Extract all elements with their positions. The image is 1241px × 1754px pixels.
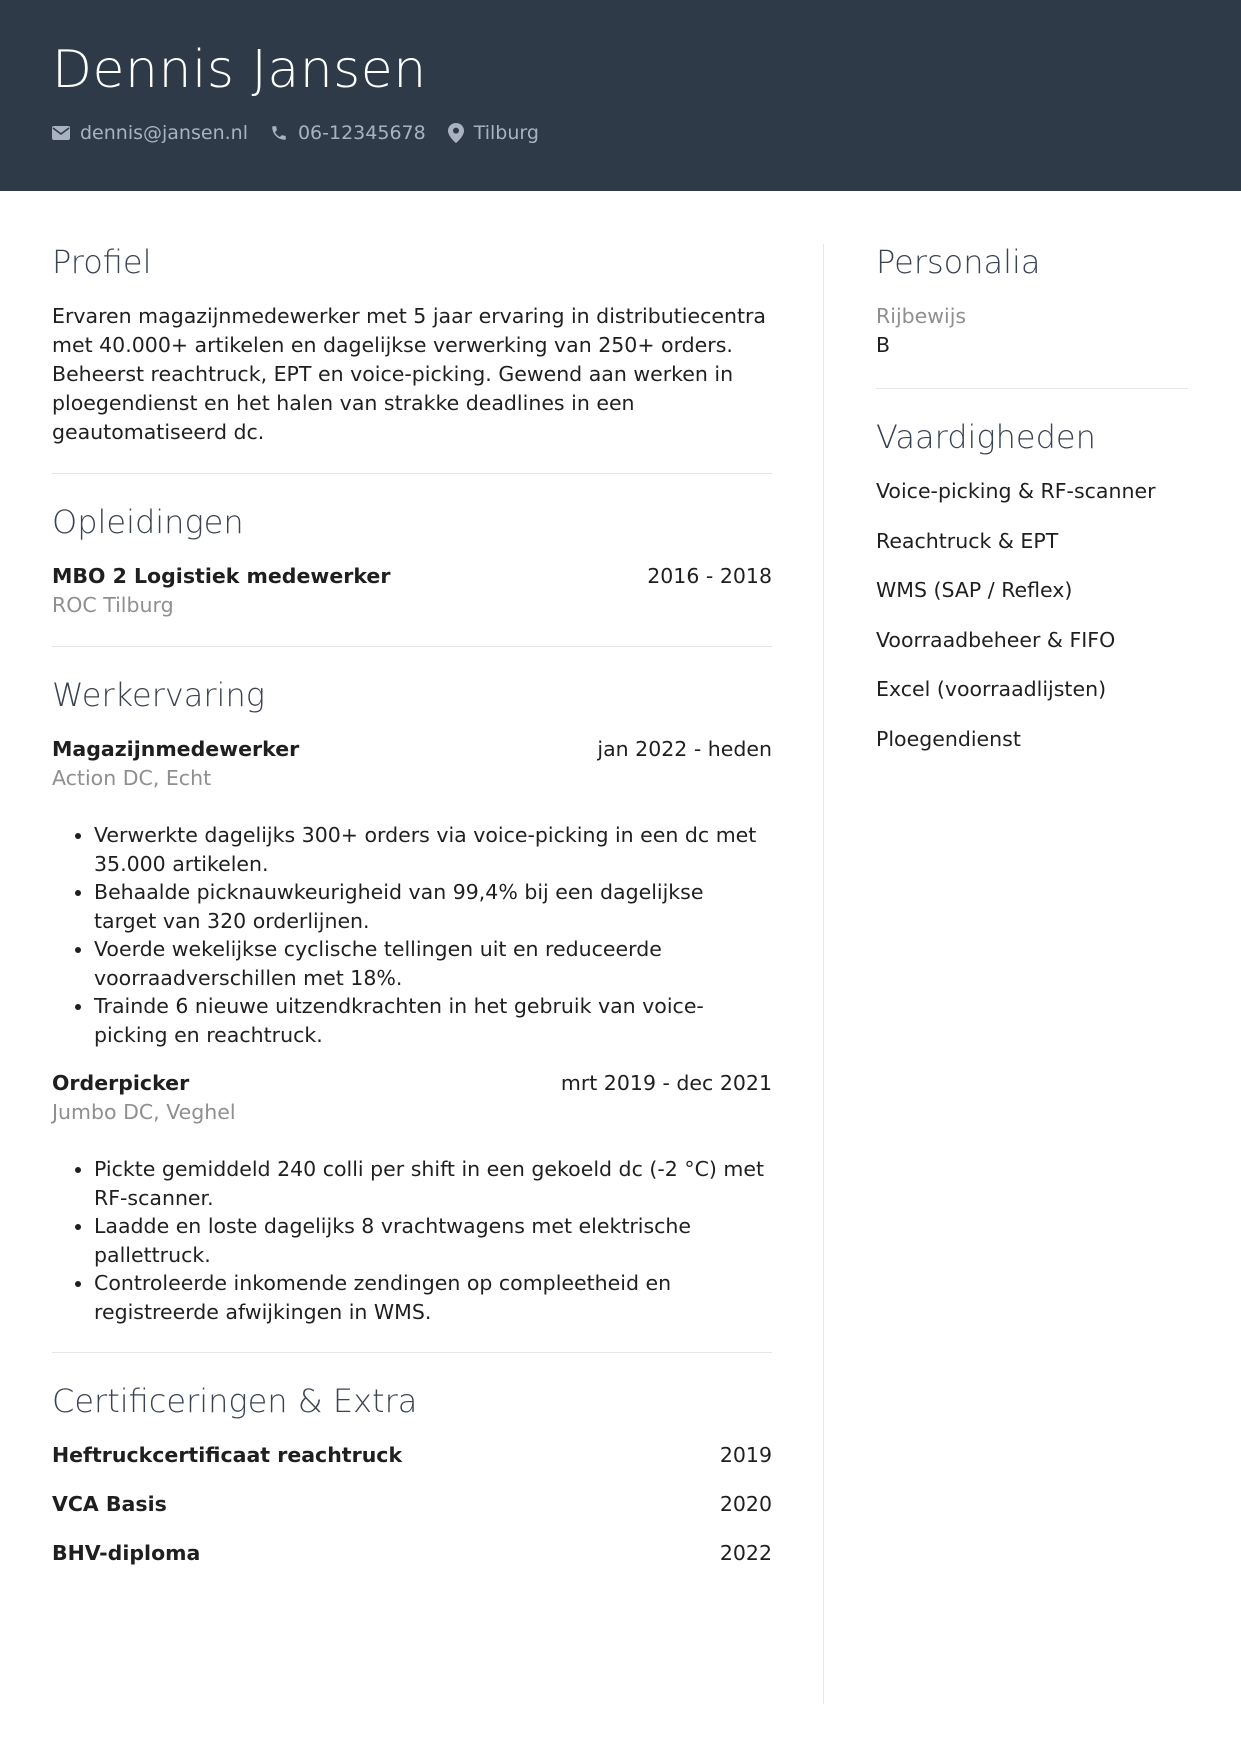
profile-text: Ervaren magazijnmedewerker met 5 jaar ervaring in distributiecentra met 40.000+ artikelen en dagelijkse verwerking van 250+ orders. Beheerst reachtruck, EPT en voice-picking. Gewend aan werken in ploegendienst en het halen van strakke deadlines in een geautomatiseerd dc. xyxy=(52,304,766,444)
section-title-education: Opleidingen xyxy=(52,503,244,541)
section-title-experience: Werkervaring xyxy=(52,676,265,714)
license-value: B xyxy=(876,333,891,357)
candidate-name: Dennis Jansen xyxy=(52,40,427,100)
skill-item: WMS (SAP / Reflex) xyxy=(876,578,1073,602)
job-bullet: • Pickte gemiddeld 240 colli per shift in een gekoeld dc (-2 °C) met RF-scanner. xyxy=(94,1155,772,1212)
certification-year: 2019 xyxy=(719,1443,772,1467)
job-bullet: • Controleerde inkomende zendingen op compleetheid en registreerde afwijkingen in WMS. xyxy=(94,1269,772,1326)
skill-item: Voice-picking & RF-scanner xyxy=(876,479,1156,503)
license-label: Rijbewijs xyxy=(876,304,967,328)
skill-item: Voorraadbeheer & FIFO xyxy=(876,627,1116,652)
contact-location xyxy=(448,122,539,144)
job-bullet: • Laadde en loste dagelijks 8 vrachtwagens met elektrische pallettruck. xyxy=(94,1212,772,1269)
job-bullet: • Verwerkte dagelijks 300+ orders via voice-picking in een dc met 35.000 artikelen. xyxy=(94,821,772,878)
job-period: jan 2022 - heden xyxy=(597,737,772,761)
section-divider xyxy=(52,646,772,647)
job-bullets xyxy=(52,1155,772,1326)
phone-text: 06-12345678 xyxy=(297,122,426,144)
certification-year: 2020 xyxy=(719,1492,772,1516)
contact-email xyxy=(52,122,248,144)
phone-icon xyxy=(270,124,288,142)
job-entry xyxy=(52,735,772,1049)
main-column xyxy=(52,244,772,1588)
job-company: Jumbo DC, Veghel xyxy=(52,1100,236,1124)
section-title-personal: Personalia xyxy=(876,243,1041,281)
job-role: Magazijnmedewerker xyxy=(52,737,300,761)
certification-name: VCA Basis xyxy=(52,1492,167,1516)
column-divider xyxy=(823,244,824,1704)
education-entry xyxy=(52,562,772,620)
contact-bar xyxy=(52,122,561,144)
section-title-certifications: Certificeringen & Extra xyxy=(52,1382,418,1420)
skill-item: Excel (voorraadlijsten) xyxy=(876,677,1107,701)
job-period: mrt 2019 - dec 2021 xyxy=(560,1071,772,1095)
certification-entry xyxy=(52,1441,772,1470)
education-period: 2016 - 2018 xyxy=(647,564,772,588)
education-section xyxy=(52,504,772,620)
skill-item: Reachtruck & EPT xyxy=(876,528,1059,553)
certification-year: 2022 xyxy=(719,1541,772,1565)
section-title-skills: Vaardigheden xyxy=(876,418,1096,456)
section-divider xyxy=(876,388,1188,389)
certification-entry xyxy=(52,1539,772,1568)
section-divider xyxy=(52,1352,772,1353)
job-bullet: • Trainde 6 nieuwe uitzendkrachten in het gebruik van voice-picking en reachtruck. xyxy=(94,992,772,1049)
personal-section xyxy=(876,244,1188,360)
experience-section xyxy=(52,677,772,1326)
header-banner xyxy=(0,0,1241,191)
job-bullets xyxy=(52,821,772,1049)
email-text: dennis@jansen.nl xyxy=(80,122,248,144)
profile-section xyxy=(52,244,772,447)
job-company: Action DC, Echt xyxy=(52,766,212,790)
contact-phone xyxy=(270,122,426,144)
skills-section xyxy=(876,419,1188,754)
education-degree: MBO 2 Logistiek medewerker xyxy=(52,564,391,588)
job-role: Orderpicker xyxy=(52,1071,190,1095)
job-entry xyxy=(52,1069,772,1326)
certification-name: BHV-diploma xyxy=(52,1541,201,1565)
certification-name: Heftruckcertificaat reachtruck xyxy=(52,1443,403,1467)
job-bullet: • Behaalde picknauwkeurigheid van 99,4% bij een dagelijkse target van 320 orderlijnen. xyxy=(94,878,772,935)
section-divider xyxy=(52,473,772,474)
skills-list xyxy=(876,477,1188,754)
skill-item: Ploegendienst xyxy=(876,726,1021,751)
location-text: Tilburg xyxy=(473,122,539,144)
certifications-section xyxy=(52,1383,772,1568)
certification-entry xyxy=(52,1490,772,1519)
location-pin-icon xyxy=(448,123,464,143)
education-school: ROC Tilburg xyxy=(52,593,174,617)
job-bullet: • Voerde wekelijkse cyclische tellingen uit en reduceerde voorraadverschillen met 18%. xyxy=(94,935,772,992)
sidebar-column xyxy=(876,244,1188,774)
envelope-icon xyxy=(52,126,70,140)
section-title-profile: Profiel xyxy=(52,243,152,281)
